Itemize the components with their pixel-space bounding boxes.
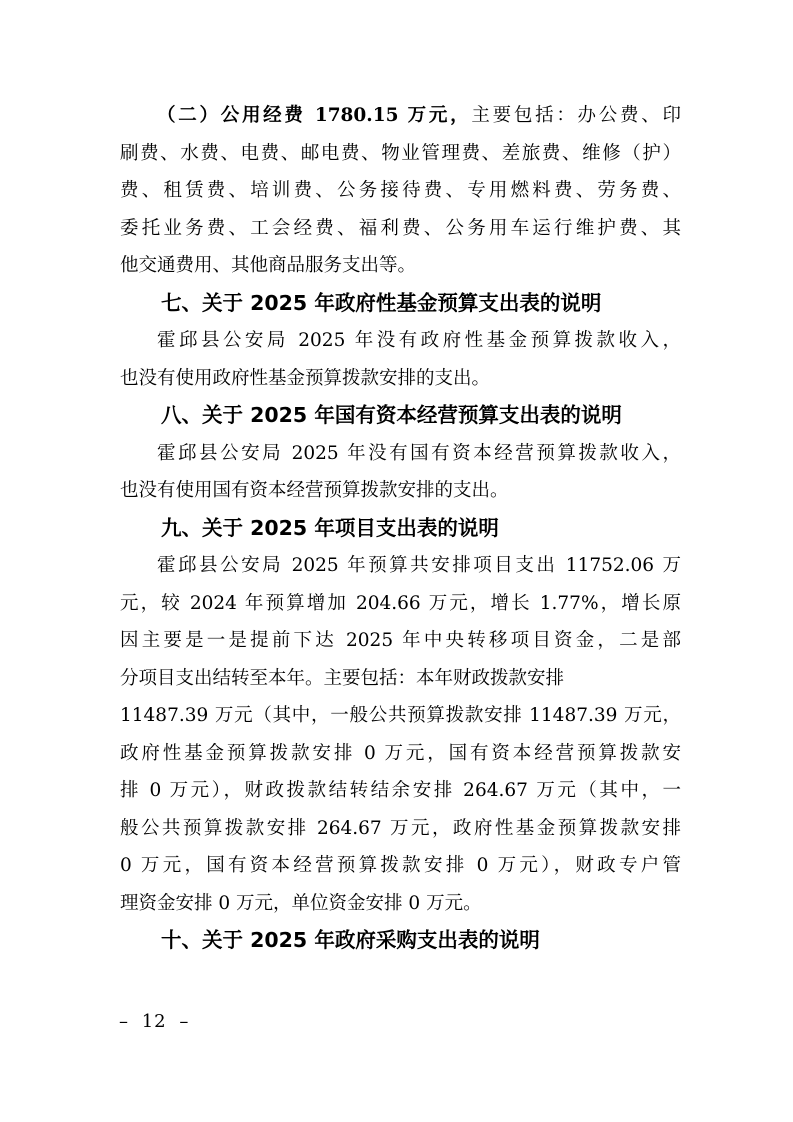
text-line	[120, 472, 681, 510]
heading-line	[120, 922, 681, 960]
text-line	[120, 135, 681, 173]
text-segment: 刷费、水费、电费、邮电费、物业管理费、差旅费、维修（护）	[120, 142, 681, 164]
heading-section-9	[120, 510, 681, 548]
text-line	[120, 585, 681, 623]
text-segment: 也没有使用国有资本经营预算拨款安排的支出。	[120, 480, 509, 501]
text-segment: 委托业务费、工会经费、福利费、公务用车运行维护费、其	[120, 217, 681, 239]
text-segment: 理资金安排 0 万元，单位资金安排 0 万元。	[120, 892, 482, 914]
text-line	[120, 735, 681, 773]
text-line	[120, 172, 681, 210]
para-section-8	[120, 435, 681, 510]
text-segment: 八、关于 2025 年国有资本经营预算支出表的说明	[161, 403, 622, 427]
text-segment: 他交通费用、其他商品服务支出等。	[120, 255, 417, 276]
text-segment: 0 万元，国有资本经营预算拨款安排 0 万元），财政专户管	[120, 855, 681, 876]
text-line	[120, 697, 681, 735]
text-segment: 霍邱县公安局 2025 年没有政府性基金预算拨款收入，	[157, 330, 681, 351]
text-segment: 分项目支出结转至本年。主要包括：本年财政拨款安排	[120, 667, 565, 689]
para-section-7	[120, 322, 681, 397]
text-segment: 也没有使用政府性基金预算拨款安排的支出。	[120, 367, 491, 389]
text-line	[120, 772, 681, 810]
text-line	[120, 885, 681, 923]
text-segment: 元，较 2024 年预算增加 204.66 万元，增长 1.77%，增长原	[120, 592, 681, 614]
text-line	[120, 810, 681, 848]
text-segment: 霍邱县公安局 2025 年没有国有资本经营预算拨款收入，	[157, 442, 681, 464]
text-segment: 十、关于 2025 年政府采购支出表的说明	[161, 928, 540, 952]
document-body	[120, 97, 681, 960]
text-line	[120, 210, 681, 248]
heading-line	[120, 397, 681, 435]
text-segment: 七、关于 2025 年政府性基金预算支出表的说明	[161, 290, 602, 315]
text-line	[120, 322, 681, 360]
text-line	[120, 247, 681, 285]
para-public-funds	[120, 97, 681, 285]
heading-line	[120, 510, 681, 548]
page-number: – 12 –	[119, 1011, 190, 1032]
text-segment: 费、租赁费、培训费、公务接待费、专用燃料费、劳务费、	[120, 180, 681, 201]
text-line	[120, 435, 681, 473]
text-segment: 主要包括：办公费、印	[471, 105, 681, 126]
heading-section-10	[120, 922, 681, 960]
text-segment: 因主要是一是提前下达 2025 年中央转移项目资金，二是部	[120, 630, 681, 651]
para-section-9	[120, 547, 681, 922]
text-line	[120, 847, 681, 885]
text-line	[120, 622, 681, 660]
text-line	[120, 547, 681, 585]
text-line	[120, 360, 681, 398]
text-segment: 九、关于 2025 年项目支出表的说明	[161, 515, 499, 540]
text-segment: 政府性基金预算拨款安排 0 万元，国有资本经营预算拨款安	[120, 742, 681, 764]
text-line	[120, 97, 681, 135]
text-line	[120, 660, 681, 698]
heading-section-7	[120, 285, 681, 323]
heading-line	[120, 285, 681, 323]
heading-section-8	[120, 397, 681, 435]
text-segment: 般公共预算拨款安排 264.67 万元，政府性基金预算拨款安排	[120, 817, 681, 839]
text-segment: 霍邱县公安局 2025 年预算共安排项目支出 11752.06 万	[157, 555, 681, 576]
text-segment: 11487.39 万元（其中，一般公共预算拨款安排 11487.39 万元，	[120, 705, 681, 726]
text-segment: 排 0 万元），财政拨款结转结余安排 264.67 万元（其中，一	[120, 780, 681, 801]
text-segment: （二）公用经费 1780.15 万元，	[157, 105, 472, 126]
